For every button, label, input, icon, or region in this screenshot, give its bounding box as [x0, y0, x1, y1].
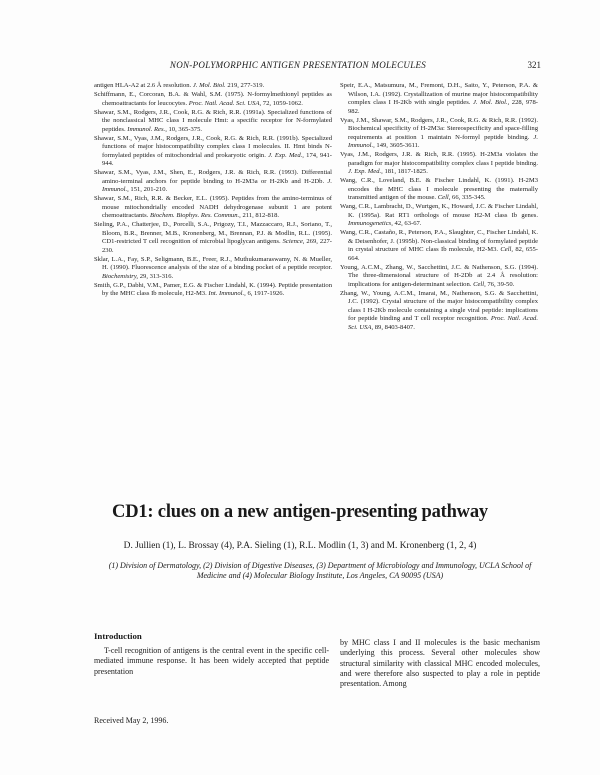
reference-details: 228, 978-982.	[348, 99, 538, 115]
reference-entry	[94, 82, 332, 91]
reference-details: 82, 655-664.	[348, 246, 538, 262]
reference-authors: Wang, C.R., Lambracht, D., Wurtgen, K., Howard, J.C. & Fischer Lindahl, K. (1995a). Rat RT1 orthologs of mouse H2-M class Ib genes.	[340, 203, 538, 219]
reference-source: Int. Immunol.,	[208, 290, 246, 297]
reference-entry	[94, 91, 332, 108]
reference-source: Cell,	[500, 246, 514, 253]
page-number: 321	[527, 60, 541, 70]
reference-source: J. Immunol.,	[102, 177, 332, 193]
reference-details: 151, 201-210.	[130, 186, 168, 193]
reference-source: Proc. Natl. Acad. Sci. USA,	[348, 315, 538, 331]
reference-entry	[340, 82, 538, 116]
reference-list-left	[94, 82, 332, 299]
reference-authors: Vyas, J.M., Shawar, S.M., Rodgers, J.R., Cook, R.G. & Rich, R.R. (1992). Biochemical specificity of H-2M3a: Stereospecificity and space-filling requirements at position 1 maintain N-formyl peptide binding.	[340, 116, 538, 141]
reference-authors: Speir, E.A., Matsumura, M., Fremont, D.H., Saito, Y., Peterson, P.A. & Wilson, I.A. (1992). Crystallization of murine major histocompatibility complex class I H-2Kb with single peptides.	[340, 82, 538, 106]
reference-entry	[94, 109, 332, 135]
reference-authors: Shawar, S.M., Vyas, J.M., Shen, E., Rodgers, J.R. & Rich, R.R. (1993). Differential amino-terminal anchors for peptide binding to H-2M3a or H-2Kb and H-2Db.	[94, 169, 332, 185]
reference-details: 269, 227-230.	[102, 238, 332, 254]
reference-entry	[340, 203, 538, 229]
reference-authors: Shawar, S.M., Rich, R.R. & Becker, E.L. (1995). Peptides from the amino-terminus of mouse mitochondrially encoded NADH dehydrogenase subunit 1 are potent chemoattractants.	[94, 195, 332, 219]
reference-source: Proc. Natl. Acad. Sci. USA,	[188, 99, 262, 107]
reference-source: J. Exp. Med.,	[268, 151, 304, 159]
reference-authors: Vyas, J.M., Rodgers, J.R. & Rich, R.R. (1995). H-2M3a violates the paradigm for major histocompatibility complex class I peptide binding.	[340, 151, 538, 167]
reference-source: Immunol. Res.,	[127, 125, 167, 133]
reference-entry	[94, 282, 332, 299]
reference-authors: Zhang, W., Young, A.C.M., Imarai, M., Nathenson, S.G. & Sacchettini, J.C. (1992). Crystal structure of the major histocompatibility complex class I H-2Kb molecule containing a single viral peptide: implications for peptide binding and T cell receptor recognition.	[340, 289, 538, 322]
reference-list-right	[340, 82, 538, 332]
reference-details: 174, 941-944.	[102, 151, 332, 167]
reference-authors: antigen HLA-A2 at 2.6 Å resolution.	[94, 82, 192, 89]
reference-source: J. Mol. Biol.,	[473, 99, 510, 106]
reference-entry	[94, 256, 332, 282]
reference-source: J. Mol. Biol.	[192, 82, 226, 89]
reference-details: 72, 1059-1062.	[262, 99, 303, 107]
reference-entry	[94, 135, 332, 169]
reference-details: 6, 1917-1926.	[247, 290, 285, 297]
reference-details: 149, 3605-3611.	[376, 142, 420, 149]
reference-authors: Shawar, S.M., Rodgers, J.R., Cook, R.G. & Rich, R.R. (1991a). Specialized functions of the nonclassical MHC class I molecule Hmt: a specific receptor for N-formylated peptides.	[94, 108, 332, 133]
reference-details: 89, 8403-8407.	[374, 323, 415, 331]
affiliations: (1) Division of Dermatology, (2) Division of Digestive Diseases, (3) Department of Microbiology and Immunology, UCLA School of Medicine and (4) Molecular Biology Institute, Los Angeles, CA 90095 (USA)	[108, 561, 532, 580]
reference-authors: Wang, C.R., Loveland, B.E. & Fischer Lindahl, K. (1991). H-2M3 encodes the MHC class I molecule presenting the maternally transmitted antigen of the mouse.	[340, 177, 538, 201]
reference-entry	[340, 264, 538, 290]
introduction-text-left: T-cell recognition of antigens is the central event in the specific cell-mediated immune response. It has been widely accepted that peptide presentation	[94, 646, 329, 676]
reference-authors: Sieling, P.A., Chatterjee, D., Porcelli, S.A., Prigozy, T.I., Mazzaccaro, R.J., Soriano, T., Bloom, B.R., Brenner, M.B., Kronenberg, M., Brennan, P.J. & Modlin, R.L. (1995). CD1-restricted T cell recognition of microbial lipoglycan antigens.	[94, 221, 332, 245]
reference-source: J. Immunol.,	[348, 133, 538, 149]
reference-entry	[94, 195, 332, 221]
reference-authors: Young, A.C.M., Zhang, W., Sacchettini, J.C. & Nathenson, S.G. (1994). The three-dimensional structure of H-2Db at 2.4 Å resolution: implications for antigen-determinant selection.	[340, 263, 538, 288]
reference-details: 66, 335-345.	[452, 194, 486, 201]
section-heading-introduction: Introduction	[94, 631, 142, 641]
reference-authors: Schiffmann, E., Corcoran, B.A. & Wahl, S.M. (1975). N-formylmethionyl peptides as chemoattractants for leucocytes.	[94, 91, 332, 107]
reference-details: 211, 812-818.	[242, 212, 280, 219]
reference-details: 181, 1817-1825.	[384, 168, 428, 175]
introduction-text-right: by MHC class I and II molecules is the basic mechanism underlying this process. Several other molecules show structural similarity with classical MHC encoded molecules, and were therefore also suspected to play a role in peptide presentation. Among	[340, 638, 540, 689]
reference-entry	[340, 290, 538, 333]
reference-source: Biochemistry,	[102, 272, 139, 280]
reference-entry	[340, 177, 538, 203]
reference-source: Cell,	[473, 280, 486, 288]
author-list: D. Jullien (1), L. Brossay (4), P.A. Sieling (1), R.L. Modlin (1, 3) and M. Kronenberg (1, 2, 4)	[123, 541, 477, 551]
reference-authors: Sklar, L.A., Fay, S.P., Seligmann, B.E., Freer, R.J., Muthukumaraswamy, N. & Mueller, H. (1990). Fluorescence analysis of the size of a binding pocket of a peptide receptor.	[94, 255, 332, 271]
reference-source: Immunogenetics,	[348, 220, 393, 227]
reference-details: 76, 39-50.	[487, 280, 515, 288]
reference-details: 219, 277-319.	[227, 82, 265, 89]
reference-source: J. Exp. Med.,	[348, 168, 383, 175]
reference-details: 29, 313-316.	[139, 272, 174, 280]
reference-entry	[340, 117, 538, 151]
reference-entry	[94, 169, 332, 195]
reference-entry	[340, 229, 538, 263]
reference-source: Science,	[282, 238, 305, 245]
received-date: Received May 2, 1996.	[94, 716, 169, 725]
running-head: NON-POLYMORPHIC ANTIGEN PRESENTATION MOLECULES	[169, 60, 427, 70]
article-title: CD1: clues on a new antigen-presenting pathway	[112, 502, 488, 522]
reference-entry	[340, 151, 538, 177]
reference-entry	[94, 221, 332, 255]
reference-source: Cell,	[437, 194, 451, 201]
reference-authors: Shawar, S.M., Vyas, J.M., Rodgers, J.R., Cook, R.G. & Rich, R.R. (1991b). Specialized functions of major histocompatibility complex class I molecules. II. Hmt binds N-formylated peptides of mitochondrial and prokaryotic origin.	[94, 134, 332, 159]
reference-source: Biochem. Biophys. Res. Commun.,	[149, 212, 241, 219]
reference-authors: Smith, G.P., Dabhi, V.M., Pamer, E.G. & Fischer Lindahl, K. (1994). Peptide presentation by the MHC class Ib molecule, H2-M3.	[94, 281, 332, 297]
reference-details: 42, 63-67.	[394, 220, 422, 227]
reference-authors: Wang, C.R., Castaño, R., Peterson, P.A., Slaughter, C., Fischer Lindahl, K. & Deisenhofer, J. (1995b). Non-classical binding of formylated peptide in crystal structure of MHC class Ib molecule, H2-M3.	[340, 229, 538, 253]
reference-details: 10, 365-375.	[168, 125, 203, 133]
